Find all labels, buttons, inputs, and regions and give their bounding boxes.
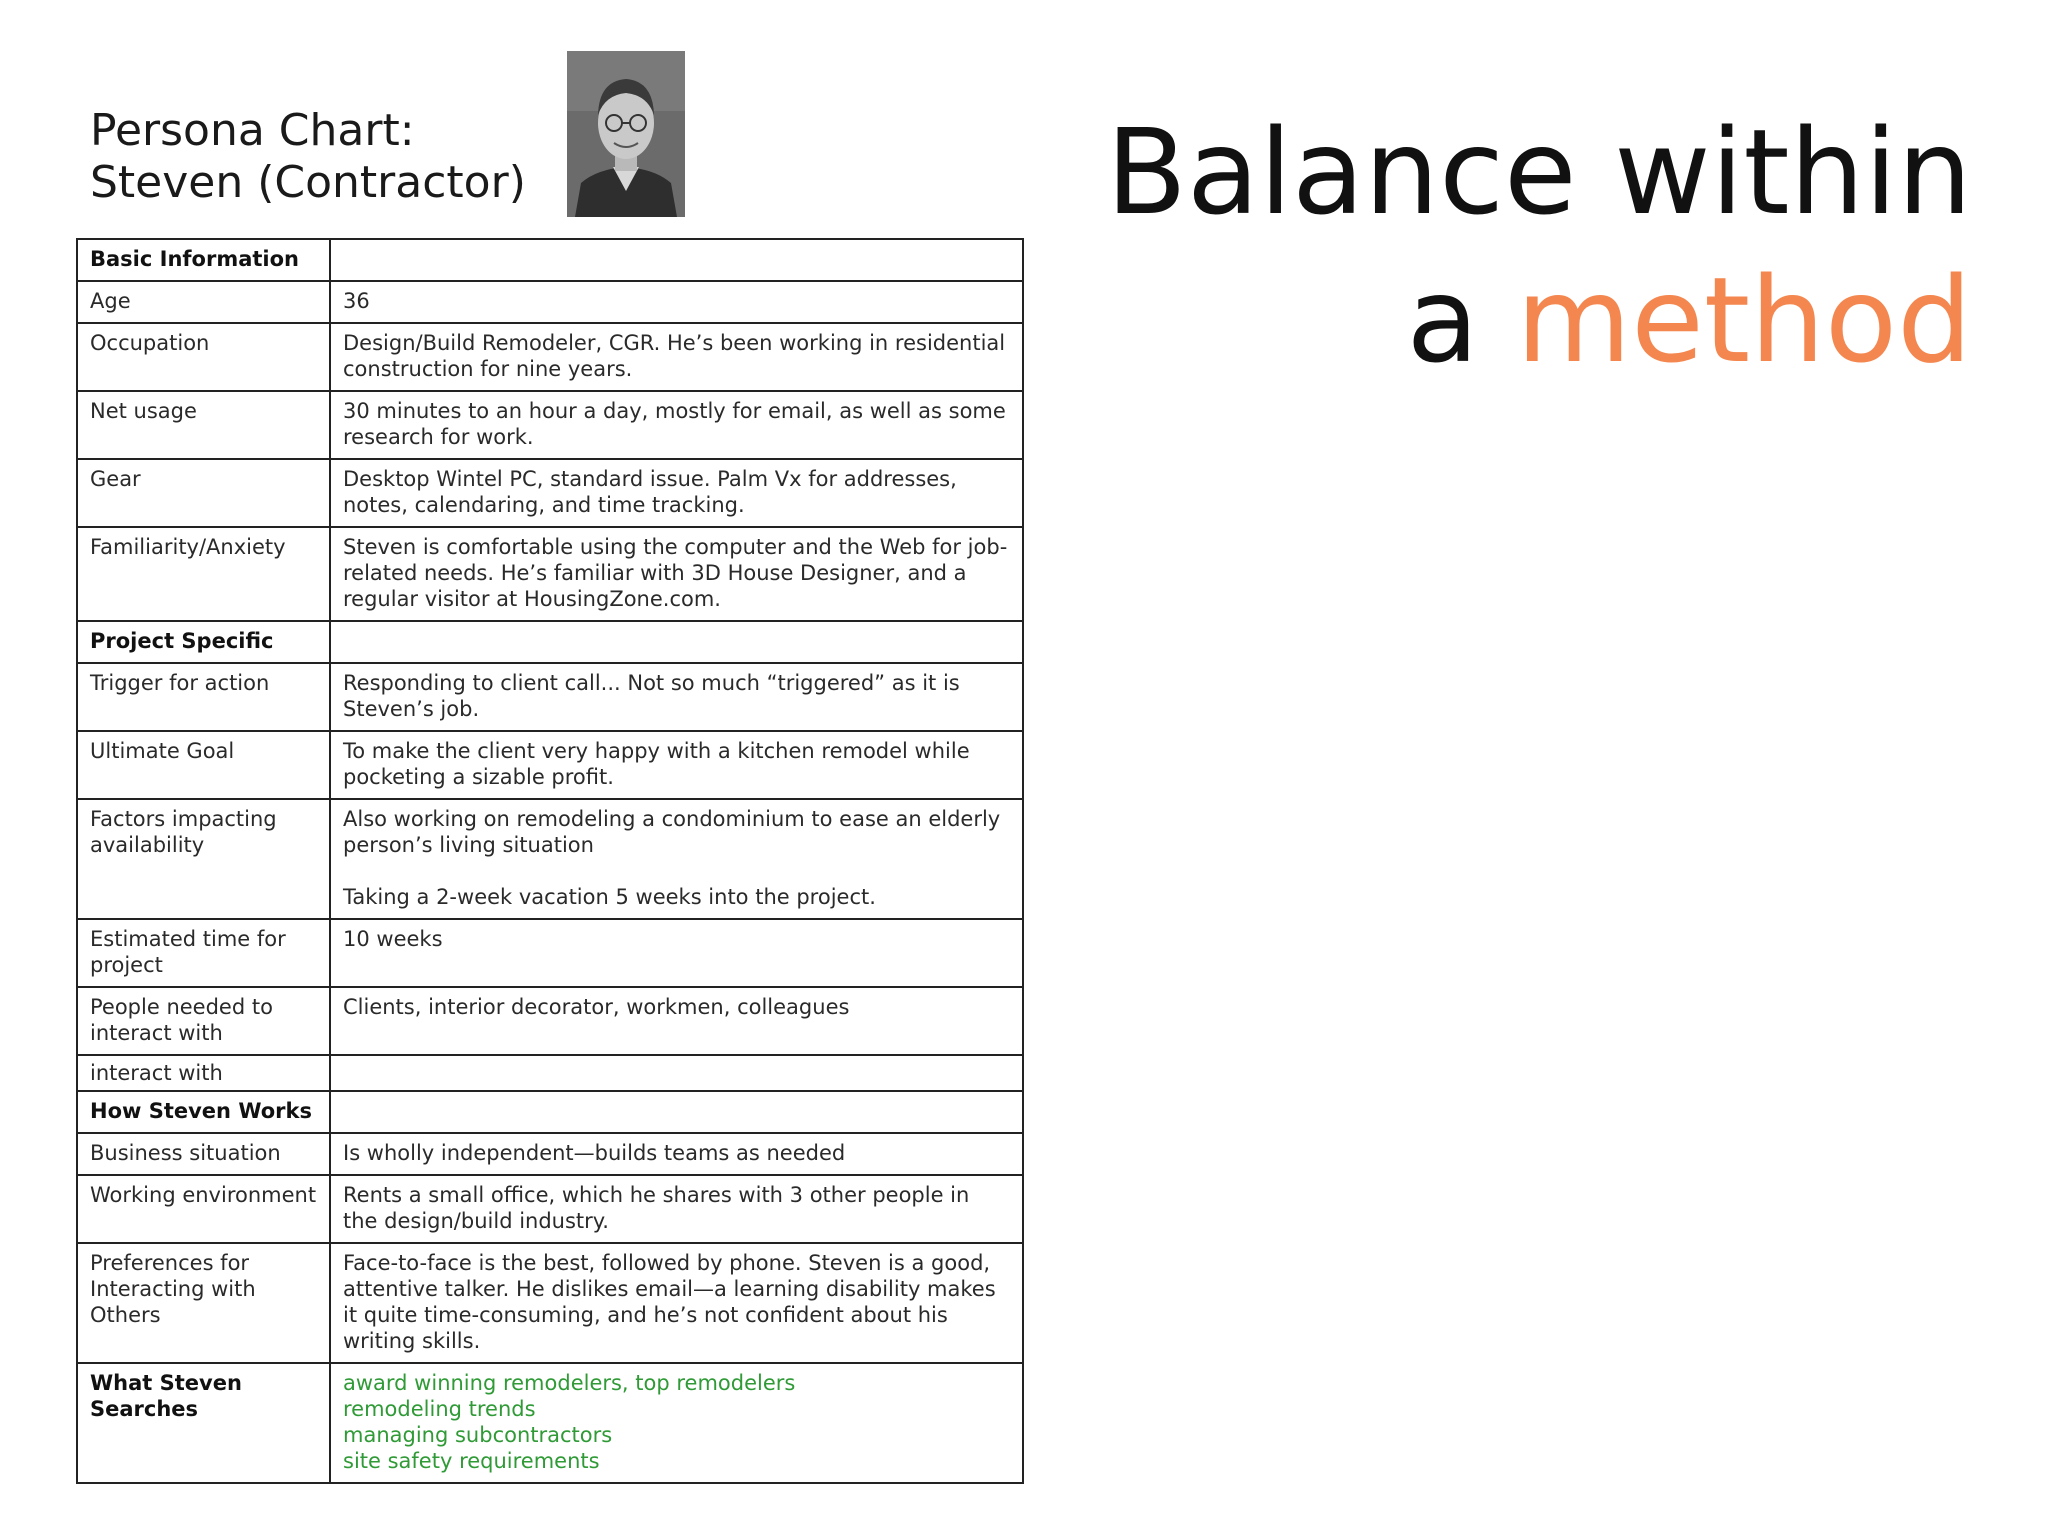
row-value-factors bbox=[330, 799, 1023, 919]
row-label-gear: Gear bbox=[77, 459, 330, 527]
search-term: managing subcontractors bbox=[343, 1423, 613, 1447]
row-label-business-situation: Business situation bbox=[77, 1133, 330, 1175]
row-label-occupation: Occupation bbox=[77, 323, 330, 391]
persona-chart-title: Persona Chart: Steven (Contractor) bbox=[90, 105, 526, 208]
section-header-how-steven-works: How Steven Works bbox=[77, 1091, 330, 1133]
empty-cell bbox=[330, 239, 1023, 281]
row-label-working-environment: Working environment bbox=[77, 1175, 330, 1243]
row-value-gear: Desktop Wintel PC, standard issue. Palm Vx for addresses, notes, calendaring, and time tracking. bbox=[330, 459, 1023, 527]
row-label-familiarity: Familiarity/Anxiety bbox=[77, 527, 330, 621]
table-row bbox=[77, 1243, 1023, 1363]
search-term: award winning remodelers, top remodelers bbox=[343, 1371, 796, 1395]
row-value-preferences: Face-to-face is the best, followed by phone. Steven is a good, attentive talker. He dislikes email—a learning disability makes it quite time-consuming, and he’s not confident about his writing skills. bbox=[330, 1243, 1023, 1363]
row-label-ultimate-goal: Ultimate Goal bbox=[77, 731, 330, 799]
row-value-business-situation: Is wholly independent—builds teams as needed bbox=[330, 1133, 1023, 1175]
section-header-project-specific: Project Specific bbox=[77, 621, 330, 663]
table-row bbox=[77, 1175, 1023, 1243]
empty-cell bbox=[330, 621, 1023, 663]
table-row bbox=[77, 621, 1023, 663]
row-label-people-needed: People needed to interact with bbox=[77, 987, 330, 1055]
row-label-interact-with-clipped bbox=[77, 1055, 330, 1091]
search-term: remodeling trends bbox=[343, 1397, 536, 1421]
row-label-what-steven-searches: What Steven Searches bbox=[77, 1363, 330, 1483]
interact-with-text: interact with bbox=[90, 1061, 223, 1085]
row-value-working-environment: Rents a small office, which he shares with 3 other people in the design/build industry. bbox=[330, 1175, 1023, 1243]
table-row bbox=[77, 527, 1023, 621]
empty-cell bbox=[330, 1091, 1023, 1133]
table-row bbox=[77, 323, 1023, 391]
row-value-net-usage: 30 minutes to an hour a day, mostly for email, as well as some research for work. bbox=[330, 391, 1023, 459]
table-row bbox=[77, 281, 1023, 323]
slide-title-prefix: a bbox=[1406, 251, 1517, 389]
factors-paragraph-1: Also working on remodeling a condominium to ease an elderly person’s living situation bbox=[343, 807, 1001, 857]
table-row bbox=[77, 459, 1023, 527]
row-value-trigger: Responding to client call... Not so much “triggered” as it is Steven’s job. bbox=[330, 663, 1023, 731]
table-row bbox=[77, 663, 1023, 731]
table-row bbox=[77, 799, 1023, 919]
section-header-basic-information: Basic Information bbox=[77, 239, 330, 281]
row-label-preferences: Preferences for Interacting with Others bbox=[77, 1243, 330, 1363]
table-row bbox=[77, 987, 1023, 1055]
row-value-occupation: Design/Build Remodeler, CGR. He’s been working in residential construction for nine years. bbox=[330, 323, 1023, 391]
slide-title-line-1: Balance within bbox=[1105, 103, 1972, 241]
row-label-factors: Factors impacting availability bbox=[77, 799, 330, 919]
table-row bbox=[77, 1055, 1023, 1091]
empty-cell bbox=[330, 1055, 1023, 1091]
table-row bbox=[77, 731, 1023, 799]
table-row bbox=[77, 239, 1023, 281]
row-value-searches bbox=[330, 1363, 1023, 1483]
row-value-age: 36 bbox=[330, 281, 1023, 323]
slide-title-line-2 bbox=[1106, 246, 1972, 394]
search-term: site safety requirements bbox=[343, 1449, 600, 1473]
row-value-familiarity: Steven is comfortable using the computer and the Web for job-related needs. He’s familiar with 3D House Designer, and a regular visitor at HousingZone.com. bbox=[330, 527, 1023, 621]
table-row bbox=[77, 1133, 1023, 1175]
row-value-people-needed: Clients, interior decorator, workmen, colleagues bbox=[330, 987, 1023, 1055]
table-row bbox=[77, 1091, 1023, 1133]
slide-title-accent-word: method bbox=[1516, 251, 1972, 389]
table-row bbox=[77, 391, 1023, 459]
factors-paragraph-2: Taking a 2-week vacation 5 weeks into the project. bbox=[343, 885, 876, 909]
row-value-ultimate-goal: To make the client very happy with a kitchen remodel while pocketing a sizable profit. bbox=[330, 731, 1023, 799]
slide-title bbox=[1106, 98, 1972, 394]
table-row bbox=[77, 1363, 1023, 1483]
row-label-trigger: Trigger for action bbox=[77, 663, 330, 731]
persona-table bbox=[76, 238, 1024, 1484]
row-label-age: Age bbox=[77, 281, 330, 323]
row-label-net-usage: Net usage bbox=[77, 391, 330, 459]
row-label-estimated-time: Estimated time for project bbox=[77, 919, 330, 987]
person-photo-icon bbox=[567, 51, 685, 217]
row-value-estimated-time: 10 weeks bbox=[330, 919, 1023, 987]
persona-photo bbox=[567, 51, 685, 217]
table-row bbox=[77, 919, 1023, 987]
